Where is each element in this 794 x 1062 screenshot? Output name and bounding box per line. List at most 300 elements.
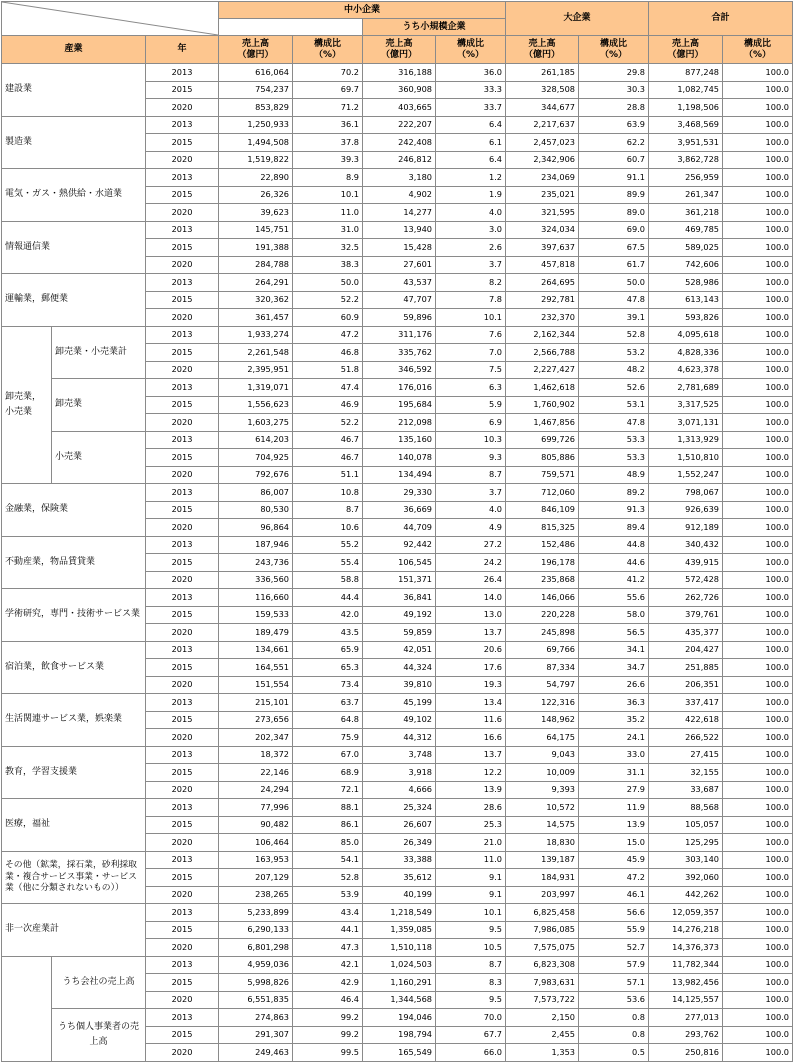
year-cell: 2013 <box>146 641 219 659</box>
sales-cell: 146,066 <box>506 589 579 607</box>
year-cell: 2020 <box>146 571 219 589</box>
sales-cell: 3,862,728 <box>649 151 723 169</box>
sub-industry-label: 小売業 <box>52 431 146 484</box>
ratio-cell: 100.0 <box>723 256 793 274</box>
sales-cell: 336,560 <box>219 571 293 589</box>
sales-cell: 90,482 <box>219 816 293 834</box>
sales-cell: 2,342,906 <box>506 151 579 169</box>
ratio-cell: 0.8 <box>579 1009 649 1027</box>
ratio-cell: 24.2 <box>436 554 506 572</box>
header-sme-blank <box>219 19 363 36</box>
table-row <box>2 851 793 869</box>
sales-cell: 47,707 <box>363 291 436 309</box>
ratio-cell: 15.0 <box>579 834 649 852</box>
ratio-unit: （%） <box>456 49 485 60</box>
sales-cell: 125,295 <box>649 834 723 852</box>
ratio-cell: 100.0 <box>723 571 793 589</box>
ratio-cell: 13.4 <box>436 694 506 712</box>
ratio-cell: 44.1 <box>293 921 363 939</box>
year-cell: 2015 <box>146 921 219 939</box>
sales-cell: 1,510,810 <box>649 449 723 467</box>
ratio-cell: 50.0 <box>293 274 363 292</box>
sales-cell: 220,228 <box>506 606 579 624</box>
ratio-cell: 42.0 <box>293 606 363 624</box>
sales-cell: 26,607 <box>363 816 436 834</box>
year-cell: 2015 <box>146 344 219 362</box>
ratio-cell: 60.9 <box>293 309 363 327</box>
year-cell: 2020 <box>146 204 219 222</box>
sales-cell: 13,940 <box>363 221 436 239</box>
sales-cell: 36,841 <box>363 589 436 607</box>
ratio-cell: 89.9 <box>579 186 649 204</box>
ratio-cell: 100.0 <box>723 186 793 204</box>
header-sales-sme <box>219 36 293 64</box>
sales-cell: 2,457,023 <box>506 134 579 152</box>
industry-label: 非一次産業計 <box>2 904 146 957</box>
sales-cell: 457,818 <box>506 256 579 274</box>
sales-cell: 1,494,508 <box>219 134 293 152</box>
ratio-cell: 65.9 <box>293 641 363 659</box>
sales-cell: 243,736 <box>219 554 293 572</box>
ratio-cell: 12.2 <box>436 764 506 782</box>
sales-cell: 1,198,506 <box>649 99 723 117</box>
ratio-cell: 7.0 <box>436 344 506 362</box>
ratio-cell: 13.9 <box>436 781 506 799</box>
sales-cell: 25,324 <box>363 799 436 817</box>
ratio-cell: 64.8 <box>293 711 363 729</box>
sales-cell: 77,996 <box>219 799 293 817</box>
industry-label: 運輸業，郵便業 <box>2 274 146 327</box>
ratio-cell: 13.0 <box>436 606 506 624</box>
ratio-cell: 100.0 <box>723 694 793 712</box>
year-cell: 2015 <box>146 81 219 99</box>
ratio-cell: 75.9 <box>293 729 363 747</box>
sales-cell: 798,067 <box>649 484 723 502</box>
header-year: 年 <box>146 36 219 64</box>
ratio-cell: 100.0 <box>723 869 793 887</box>
sales-cell: 2,261,548 <box>219 344 293 362</box>
sales-cell: 106,545 <box>363 554 436 572</box>
ratio-cell: 36.1 <box>293 116 363 134</box>
table-row <box>2 536 793 554</box>
ratio-label: 構成比 <box>313 38 341 49</box>
sales-cell: 435,377 <box>649 624 723 642</box>
ratio-cell: 100.0 <box>723 519 793 537</box>
sales-cell: 392,060 <box>649 869 723 887</box>
ratio-cell: 100.0 <box>723 64 793 82</box>
sales-cell: 2,566,788 <box>506 344 579 362</box>
table-row <box>2 694 793 712</box>
ratio-cell: 46.8 <box>293 344 363 362</box>
year-cell: 2020 <box>146 466 219 484</box>
sales-cell: 321,595 <box>506 204 579 222</box>
ratio-cell: 63.9 <box>579 116 649 134</box>
ratio-cell: 53.2 <box>579 344 649 362</box>
ratio-cell: 13.9 <box>579 816 649 834</box>
year-cell: 2015 <box>146 816 219 834</box>
sales-cell: 14,125,557 <box>649 991 723 1009</box>
ratio-cell: 4.0 <box>436 501 506 519</box>
sales-cell: 704,925 <box>219 449 293 467</box>
sales-cell: 196,178 <box>506 554 579 572</box>
ratio-cell: 70.2 <box>293 64 363 82</box>
ratio-cell: 58.0 <box>579 606 649 624</box>
year-cell: 2020 <box>146 781 219 799</box>
sales-cell: 164,551 <box>219 659 293 677</box>
sales-cell: 293,762 <box>649 1026 723 1044</box>
sales-cell: 2,150 <box>506 1009 579 1027</box>
ratio-cell: 66.0 <box>436 1044 506 1062</box>
table-row <box>2 64 793 82</box>
header-sales-large <box>506 36 579 64</box>
sales-cell: 13,982,456 <box>649 974 723 992</box>
header-ratio-large <box>579 36 649 64</box>
ratio-cell: 100.0 <box>723 956 793 974</box>
sales-cell: 39,623 <box>219 204 293 222</box>
sales-cell: 3,180 <box>363 169 436 187</box>
ratio-cell: 99.5 <box>293 1044 363 1062</box>
sales-cell: 1,462,618 <box>506 379 579 397</box>
sales-cell: 204,427 <box>649 641 723 659</box>
sales-cell: 15,428 <box>363 239 436 257</box>
header-small: うち小規模企業 <box>363 19 506 36</box>
ratio-cell: 47.4 <box>293 379 363 397</box>
sales-cell: 42,051 <box>363 641 436 659</box>
sales-cell: 24,294 <box>219 781 293 799</box>
header-sales-total <box>649 36 723 64</box>
sales-cell: 4,623,378 <box>649 361 723 379</box>
ratio-cell: 52.8 <box>293 869 363 887</box>
ratio-cell: 100.0 <box>723 1044 793 1062</box>
header-ratio-small <box>436 36 506 64</box>
ratio-cell: 8.7 <box>436 956 506 974</box>
sales-cell: 712,060 <box>506 484 579 502</box>
sales-cell: 49,102 <box>363 711 436 729</box>
sales-cell: 759,571 <box>506 466 579 484</box>
ratio-cell: 100.0 <box>723 134 793 152</box>
ratio-cell: 7.5 <box>436 361 506 379</box>
sales-cell: 148,962 <box>506 711 579 729</box>
ratio-cell: 9.5 <box>436 991 506 1009</box>
sales-cell: 7,983,631 <box>506 974 579 992</box>
industry-label: 生活関連サービス業，娯楽業 <box>2 694 146 747</box>
ratio-cell: 47.2 <box>293 326 363 344</box>
year-cell: 2015 <box>146 449 219 467</box>
sales-cell: 1,603,275 <box>219 414 293 432</box>
ratio-cell: 36.0 <box>436 64 506 82</box>
year-cell: 2015 <box>146 764 219 782</box>
ratio-cell: 100.0 <box>723 1009 793 1027</box>
sales-cell: 5,233,899 <box>219 904 293 922</box>
sub-industry-label: うち個人事業者の売上高 <box>52 1009 146 1062</box>
sales-cell: 311,176 <box>363 326 436 344</box>
sales-cell: 242,408 <box>363 134 436 152</box>
sales-cell: 442,262 <box>649 886 723 904</box>
sales-cell: 616,064 <box>219 64 293 82</box>
sales-unit: （億円） <box>667 49 704 60</box>
sales-cell: 361,457 <box>219 309 293 327</box>
year-cell: 2013 <box>146 1009 219 1027</box>
sales-cell: 422,618 <box>649 711 723 729</box>
ratio-cell: 73.4 <box>293 676 363 694</box>
year-cell: 2015 <box>146 239 219 257</box>
sales-cell: 3,317,525 <box>649 396 723 414</box>
ratio-cell: 46.9 <box>293 396 363 414</box>
ratio-cell: 56.6 <box>579 904 649 922</box>
table-row <box>2 431 793 449</box>
table-row <box>2 326 793 344</box>
sales-cell: 273,656 <box>219 711 293 729</box>
sales-cell: 7,573,722 <box>506 991 579 1009</box>
year-cell: 2020 <box>146 361 219 379</box>
sales-cell: 346,592 <box>363 361 436 379</box>
sales-cell: 106,464 <box>219 834 293 852</box>
sales-cell: 6,551,835 <box>219 991 293 1009</box>
ratio-cell: 61.7 <box>579 256 649 274</box>
ratio-cell: 17.6 <box>436 659 506 677</box>
sales-cell: 232,370 <box>506 309 579 327</box>
sales-cell: 26,349 <box>363 834 436 852</box>
sales-cell: 572,428 <box>649 571 723 589</box>
sales-cell: 151,554 <box>219 676 293 694</box>
ratio-cell: 33.0 <box>579 746 649 764</box>
sales-cell: 238,265 <box>219 886 293 904</box>
ratio-cell: 37.8 <box>293 134 363 152</box>
ratio-cell: 71.2 <box>293 99 363 117</box>
header-sme: 中小企業 <box>219 2 506 19</box>
table-row <box>2 379 793 397</box>
year-cell: 2013 <box>146 274 219 292</box>
ratio-cell: 10.6 <box>293 519 363 537</box>
group-spacer <box>2 956 52 1061</box>
sales-cell: 12,059,357 <box>649 904 723 922</box>
ratio-cell: 10.8 <box>293 484 363 502</box>
sales-cell: 202,347 <box>219 729 293 747</box>
sales-cell: 191,388 <box>219 239 293 257</box>
ratio-cell: 70.0 <box>436 1009 506 1027</box>
ratio-cell: 100.0 <box>723 431 793 449</box>
year-cell: 2015 <box>146 396 219 414</box>
ratio-cell: 4.9 <box>436 519 506 537</box>
ratio-cell: 100.0 <box>723 239 793 257</box>
sales-cell: 87,334 <box>506 659 579 677</box>
sales-cell: 135,160 <box>363 431 436 449</box>
ratio-cell: 20.6 <box>436 641 506 659</box>
sales-cell: 792,676 <box>219 466 293 484</box>
sales-cell: 360,908 <box>363 81 436 99</box>
ratio-cell: 69.7 <box>293 81 363 99</box>
sales-cell: 2,455 <box>506 1026 579 1044</box>
ratio-cell: 55.9 <box>579 921 649 939</box>
sales-cell: 699,726 <box>506 431 579 449</box>
sales-cell: 33,687 <box>649 781 723 799</box>
ratio-cell: 89.4 <box>579 519 649 537</box>
sales-cell: 1,218,549 <box>363 904 436 922</box>
sales-cell: 877,248 <box>649 64 723 82</box>
table-row <box>2 904 793 922</box>
ratio-cell: 51.8 <box>293 361 363 379</box>
table-row <box>2 221 793 239</box>
sales-cell: 11,782,344 <box>649 956 723 974</box>
sales-cell: 22,890 <box>219 169 293 187</box>
ratio-cell: 39.3 <box>293 151 363 169</box>
sales-cell: 266,522 <box>649 729 723 747</box>
sales-cell: 1,359,085 <box>363 921 436 939</box>
sales-cell: 44,709 <box>363 519 436 537</box>
ratio-cell: 44.8 <box>579 536 649 554</box>
sales-table <box>1 1 793 1062</box>
ratio-cell: 26.4 <box>436 571 506 589</box>
ratio-cell: 53.6 <box>579 991 649 1009</box>
sales-cell: 2,217,637 <box>506 116 579 134</box>
sales-cell: 165,549 <box>363 1044 436 1062</box>
ratio-cell: 89.0 <box>579 204 649 222</box>
ratio-cell: 3.7 <box>436 256 506 274</box>
ratio-cell: 29.8 <box>579 64 649 82</box>
ratio-cell: 48.9 <box>579 466 649 484</box>
ratio-cell: 13.7 <box>436 746 506 764</box>
year-cell: 2020 <box>146 309 219 327</box>
year-cell: 2015 <box>146 186 219 204</box>
ratio-cell: 45.9 <box>579 851 649 869</box>
year-cell: 2020 <box>146 886 219 904</box>
ratio-cell: 3.7 <box>436 484 506 502</box>
sales-cell: 4,959,036 <box>219 956 293 974</box>
ratio-cell: 38.3 <box>293 256 363 274</box>
sales-cell: 340,432 <box>649 536 723 554</box>
sales-cell: 14,276,218 <box>649 921 723 939</box>
sales-cell: 3,071,131 <box>649 414 723 432</box>
sales-cell: 194,046 <box>363 1009 436 1027</box>
sales-cell: 184,931 <box>506 869 579 887</box>
sales-cell: 105,057 <box>649 816 723 834</box>
ratio-cell: 10.1 <box>436 309 506 327</box>
ratio-cell: 85.0 <box>293 834 363 852</box>
table-row <box>2 956 793 974</box>
ratio-cell: 46.7 <box>293 449 363 467</box>
sales-cell: 324,034 <box>506 221 579 239</box>
ratio-cell: 5.9 <box>436 396 506 414</box>
ratio-cell: 100.0 <box>723 414 793 432</box>
year-cell: 2020 <box>146 151 219 169</box>
sales-cell: 5,998,826 <box>219 974 293 992</box>
year-cell: 2013 <box>146 694 219 712</box>
sales-cell: 853,829 <box>219 99 293 117</box>
year-cell: 2013 <box>146 431 219 449</box>
sales-cell: 206,351 <box>649 676 723 694</box>
ratio-cell: 100.0 <box>723 799 793 817</box>
sales-cell: 4,666 <box>363 781 436 799</box>
ratio-cell: 56.5 <box>579 624 649 642</box>
sales-cell: 235,021 <box>506 186 579 204</box>
sales-cell: 235,868 <box>506 571 579 589</box>
industry-label: 不動産業，物品賃貸業 <box>2 536 146 589</box>
sales-cell: 43,537 <box>363 274 436 292</box>
sales-cell: 151,371 <box>363 571 436 589</box>
sales-cell: 528,986 <box>649 274 723 292</box>
ratio-cell: 19.3 <box>436 676 506 694</box>
ratio-cell: 34.7 <box>579 659 649 677</box>
ratio-cell: 65.3 <box>293 659 363 677</box>
ratio-cell: 100.0 <box>723 904 793 922</box>
header-large: 大企業 <box>506 2 649 36</box>
ratio-cell: 52.2 <box>293 291 363 309</box>
year-cell: 2020 <box>146 99 219 117</box>
ratio-cell: 36.3 <box>579 694 649 712</box>
ratio-cell: 67.0 <box>293 746 363 764</box>
sales-cell: 195,684 <box>363 396 436 414</box>
ratio-cell: 100.0 <box>723 169 793 187</box>
ratio-cell: 7.6 <box>436 326 506 344</box>
ratio-cell: 100.0 <box>723 466 793 484</box>
sales-cell: 14,575 <box>506 816 579 834</box>
ratio-cell: 24.1 <box>579 729 649 747</box>
sales-cell: 754,237 <box>219 81 293 99</box>
ratio-cell: 26.6 <box>579 676 649 694</box>
sales-cell: 3,468,569 <box>649 116 723 134</box>
sales-cell: 35,612 <box>363 869 436 887</box>
sales-cell: 2,227,427 <box>506 361 579 379</box>
sales-cell: 122,316 <box>506 694 579 712</box>
year-cell: 2013 <box>146 326 219 344</box>
year-cell: 2015 <box>146 554 219 572</box>
sales-cell: 2,395,951 <box>219 361 293 379</box>
year-cell: 2020 <box>146 729 219 747</box>
ratio-cell: 1.9 <box>436 186 506 204</box>
sales-cell: 92,442 <box>363 536 436 554</box>
sales-cell: 36,669 <box>363 501 436 519</box>
sales-cell: 1,082,745 <box>649 81 723 99</box>
year-cell: 2013 <box>146 169 219 187</box>
sales-cell: 335,762 <box>363 344 436 362</box>
ratio-cell: 52.6 <box>579 379 649 397</box>
year-cell: 2013 <box>146 64 219 82</box>
sales-cell: 187,946 <box>219 536 293 554</box>
ratio-cell: 100.0 <box>723 536 793 554</box>
year-cell: 2015 <box>146 291 219 309</box>
ratio-cell: 57.9 <box>579 956 649 974</box>
ratio-cell: 72.1 <box>293 781 363 799</box>
ratio-cell: 9.3 <box>436 449 506 467</box>
sales-cell: 264,695 <box>506 274 579 292</box>
ratio-cell: 58.8 <box>293 571 363 589</box>
year-cell: 2020 <box>146 414 219 432</box>
ratio-cell: 99.2 <box>293 1009 363 1027</box>
ratio-cell: 54.1 <box>293 851 363 869</box>
sales-cell: 593,826 <box>649 309 723 327</box>
sales-cell: 207,129 <box>219 869 293 887</box>
sales-cell: 328,508 <box>506 81 579 99</box>
ratio-unit: （%） <box>743 49 772 60</box>
sales-cell: 7,575,075 <box>506 939 579 957</box>
ratio-cell: 27.9 <box>579 781 649 799</box>
industry-label: 宿泊業，飲食サービス業 <box>2 641 146 694</box>
ratio-cell: 52.7 <box>579 939 649 957</box>
ratio-cell: 42.1 <box>293 956 363 974</box>
ratio-cell: 88.1 <box>293 799 363 817</box>
year-cell: 2013 <box>146 379 219 397</box>
ratio-cell: 0.5 <box>579 1044 649 1062</box>
sales-cell: 9,393 <box>506 781 579 799</box>
sales-cell: 18,830 <box>506 834 579 852</box>
sales-cell: 1,344,568 <box>363 991 436 1009</box>
ratio-cell: 100.0 <box>723 659 793 677</box>
ratio-cell: 46.7 <box>293 431 363 449</box>
sales-cell: 88,568 <box>649 799 723 817</box>
sales-cell: 212,098 <box>363 414 436 432</box>
ratio-cell: 60.7 <box>579 151 649 169</box>
ratio-cell: 25.3 <box>436 816 506 834</box>
